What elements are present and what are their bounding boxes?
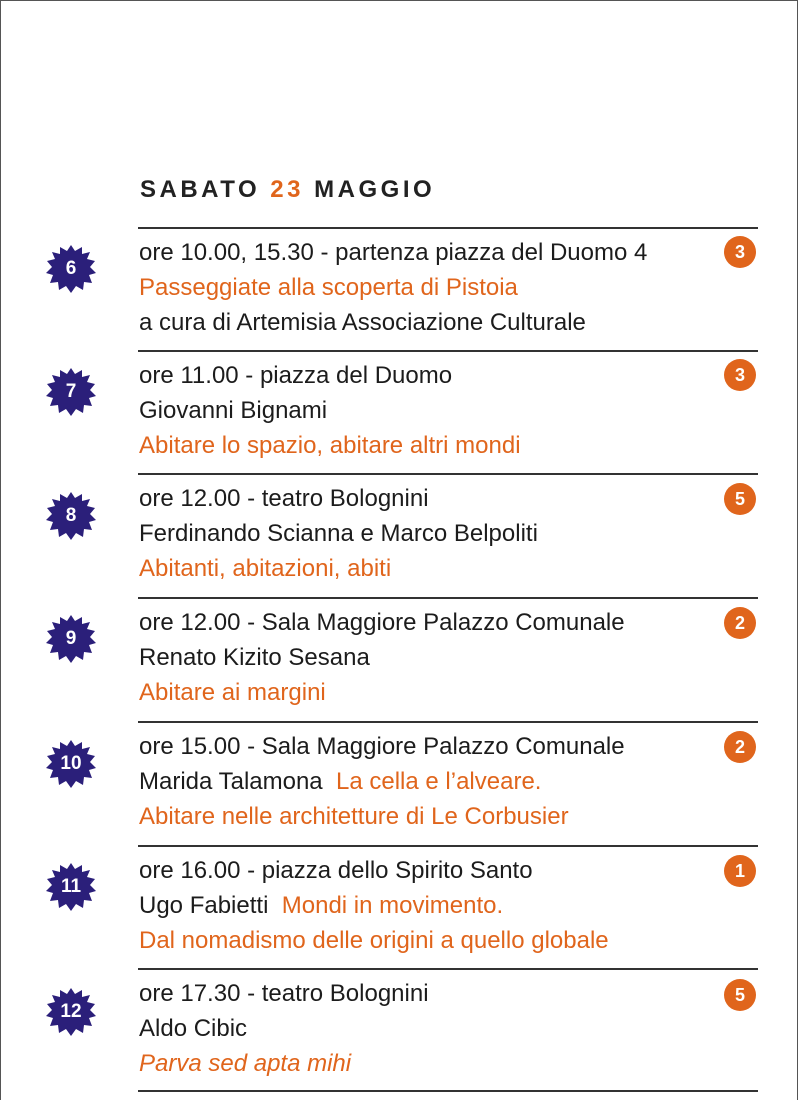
event-number: 6 <box>65 258 77 279</box>
zone-badge: 5 <box>724 979 756 1011</box>
divider <box>138 845 758 847</box>
event-title: La cella e l’alveare. <box>336 768 542 795</box>
event-number: 7 <box>65 381 77 402</box>
event-time-place: ore 12.00 - Sala Maggiore Palazzo Comunale <box>139 609 625 636</box>
event-time-place: ore 17.30 - teatro Bolognini <box>139 980 429 1007</box>
zone-badge: 3 <box>724 359 756 391</box>
header-month: MAGGIO <box>314 176 436 203</box>
event-title: Passeggiate alla scoperta di Pistoia <box>139 274 518 301</box>
event-speaker: Ferdinando Scianna e Marco Belpoliti <box>139 520 538 547</box>
divider <box>138 473 758 475</box>
event-time-place: ore 10.00, 15.30 - partenza piazza del Duomo 4 <box>139 239 648 266</box>
event-title-continued: Abitare nelle architetture di Le Corbusier <box>139 803 569 830</box>
event-number-badge <box>44 737 98 791</box>
event-time-place: ore 11.00 - piazza del Duomo <box>139 362 453 389</box>
event-number: 11 <box>60 876 82 897</box>
zone-badge: 2 <box>724 731 756 763</box>
header-day: SABATO <box>140 176 261 203</box>
divider <box>138 227 758 229</box>
event-number: 9 <box>65 628 77 649</box>
event-speaker: Marida Talamona <box>139 768 323 795</box>
zone-badge: 2 <box>724 607 756 639</box>
event-speaker: Renato Kizito Sesana <box>139 644 370 671</box>
event-speaker: Giovanni Bignami <box>139 397 328 424</box>
zone-badge: 1 <box>724 855 756 887</box>
event-speaker: a cura di Artemisia Associazione Culturale <box>139 309 586 336</box>
event-time-place: ore 16.00 - piazza dello Spirito Santo <box>139 857 533 884</box>
event-number-badge <box>44 242 98 296</box>
event-time-place: ore 15.00 - Sala Maggiore Palazzo Comunale <box>139 733 625 760</box>
divider <box>138 968 758 970</box>
event-number-badge <box>44 860 98 914</box>
event-title: Abitanti, abitazioni, abiti <box>139 555 392 582</box>
event-title-continued: Dal nomadismo delle origini a quello globale <box>139 927 609 954</box>
event-time-place: ore 12.00 - teatro Bolognini <box>139 485 429 512</box>
event-number-badge <box>44 612 98 666</box>
event-number-badge <box>44 365 98 419</box>
event-title: Abitare lo spazio, abitare altri mondi <box>139 432 521 459</box>
event-title: Mondi in movimento. <box>281 892 504 919</box>
event-title: Abitare ai margini <box>139 679 326 706</box>
day-header <box>140 176 435 204</box>
event-number-badge <box>44 985 98 1039</box>
divider <box>138 1090 758 1092</box>
event-number: 12 <box>60 1001 82 1022</box>
event-number-badge <box>44 489 98 543</box>
event-title: Parva sed apta mihi <box>139 1050 352 1077</box>
event-speaker: Ugo Fabietti <box>139 892 269 919</box>
zone-badge: 5 <box>724 483 756 515</box>
divider <box>138 350 758 352</box>
header-date: 23 <box>270 176 304 203</box>
zone-badge: 3 <box>724 236 756 268</box>
event-number: 10 <box>60 753 82 774</box>
divider <box>138 597 758 599</box>
event-number: 8 <box>65 505 77 526</box>
event-speaker: Aldo Cibic <box>139 1015 248 1042</box>
divider <box>138 721 758 723</box>
